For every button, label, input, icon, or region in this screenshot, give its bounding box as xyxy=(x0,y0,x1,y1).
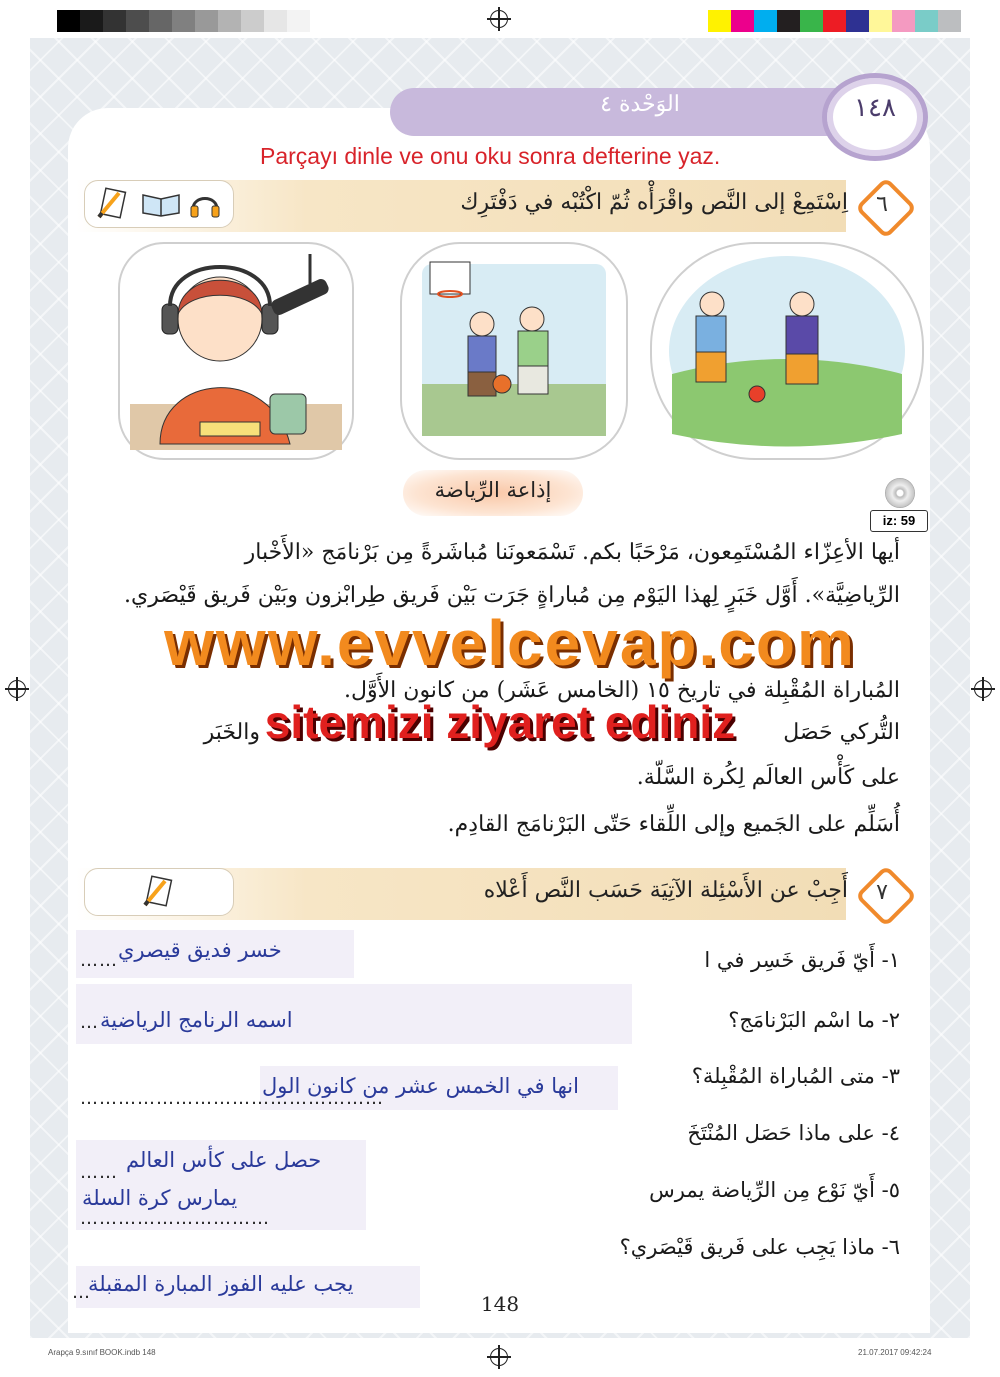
reading-line-1: أيها الأعِزّاء المُسْتَمِعون، مَرْحَبًا بكم. تَسْمَعونَنا مُباشَرةً مِن بَرْنامَج «الأَخْبار xyxy=(244,540,900,565)
exercise-6-number: ٦ xyxy=(876,192,888,217)
cd-icon xyxy=(885,478,915,508)
exercise-6-title: اِسْتَمِعْ إلى النَّص واقْرَأْه ثُمّ اكْتُبْه في دَفْتَرِك xyxy=(460,190,848,215)
question-1: ١- أَيّ فَريق خَسِر في ا xyxy=(704,948,900,972)
answer-dots-6: … xyxy=(72,1282,91,1303)
answer-dots-3: ………………………………………… xyxy=(80,1088,384,1109)
reading-line-5: على كَأْس العالَم لِكُرة السَّلّة. xyxy=(636,765,900,790)
unit-title: الوَحْدة ٤ xyxy=(600,92,680,117)
pencil-paper-icon xyxy=(95,187,129,221)
page-number-footer: 148 xyxy=(480,1292,520,1316)
football-illustration xyxy=(652,244,922,458)
exercise-6-icons xyxy=(84,180,234,228)
question-5: ٥- أَيّ نَوْع مِن الرِّياضة يمرس xyxy=(649,1178,900,1202)
audio-track-label: iz: 59 xyxy=(870,510,928,532)
registration-mark-left xyxy=(8,680,26,698)
answer-6[interactable]: يجب عليه الفوز المبارة المقبلة xyxy=(88,1272,354,1296)
basketball-illustration xyxy=(402,244,626,458)
reading-line-4-end: التُّركي حَصَل xyxy=(783,720,900,745)
registration-mark-bottom xyxy=(490,1348,508,1366)
turkish-instruction: Parçayı dinle ve onu oku sonra defterine yaz. xyxy=(260,143,721,169)
reading-line-4-start: والخَبَر xyxy=(203,720,260,745)
grayscale-color-bar xyxy=(57,10,310,32)
question-4: ٤- على ماذا حَصَل المُنْتَخَ xyxy=(687,1121,900,1145)
reading-line-3: المُباراة المُقْبِلة في تاريخ ١٥ (الخامس عَشَر) من كانون الأَوَّل. xyxy=(344,678,900,703)
book-icon xyxy=(141,191,181,217)
answer-5[interactable]: يمارس كرة السلة xyxy=(82,1186,238,1210)
question-2: ٢- ما اسْم البَرْنامَج؟ xyxy=(728,1008,900,1032)
exercise-7-icons xyxy=(84,868,234,916)
reading-title: إذاعة الرِّياضة xyxy=(434,478,552,502)
answer-3[interactable]: انها في الخمس عشر من كانون الول xyxy=(262,1074,579,1098)
answer-1[interactable]: خسر فديق قيصري xyxy=(118,938,282,962)
watermark-site: www.evvelcevap.com xyxy=(164,607,856,679)
answer-4[interactable]: حصل على كأس العالم xyxy=(126,1148,322,1172)
answer-dots-5: ………………………… xyxy=(80,1208,270,1229)
file-name: Arapça 9.sınıf BOOK.indb 148 xyxy=(48,1348,156,1357)
headphones-icon xyxy=(189,189,221,219)
watermark-slogan: sitemizi ziyaret ediniz xyxy=(264,696,736,748)
illustration-football xyxy=(650,242,924,460)
answer-dots-4: …… xyxy=(80,1162,118,1183)
illustration-basketball xyxy=(400,242,628,460)
reading-line-2: الرِّياضِيَّة». أَوَّل خَبَرٍ لِهذا اليَوْم مِن مُباراةٍ جَرَت بَيْن فَريق طِرابْزون وبَيْن فَريق قَيْصَري. xyxy=(124,583,900,608)
question-3: ٣- متى المُباراة المُقْبِلة؟ xyxy=(691,1064,900,1088)
pencil-paper-icon xyxy=(141,875,175,909)
exercise-7-title: أَجِبْ عن الأَسْئِلة الآتِيَة حَسَب النَّص أَعْلاه xyxy=(483,878,848,903)
timestamp: 21.07.2017 09:42:24 xyxy=(858,1348,932,1357)
registration-mark-right xyxy=(974,680,992,698)
answer-dots-1: …… xyxy=(80,950,118,971)
exercise-7-number: ٧ xyxy=(876,880,888,905)
answer-dots-2: … xyxy=(80,1012,99,1033)
radio-host-illustration xyxy=(120,244,352,458)
illustration-radio-host xyxy=(118,242,354,460)
registration-mark-top xyxy=(490,10,508,28)
answer-2[interactable]: اسمه الرنامج الرياضية xyxy=(100,1008,293,1032)
page-number-arabic: ١٤٨ xyxy=(854,93,896,123)
question-6: ٦- ماذا يَجِب على فَريق قَيْصَري؟ xyxy=(619,1235,900,1259)
process-color-bar xyxy=(708,10,961,32)
reading-line-6: أُسَلِّم على الجَميع وإلى اللِّقاء حَتّى البَرْنامَج القادِم. xyxy=(447,812,900,837)
